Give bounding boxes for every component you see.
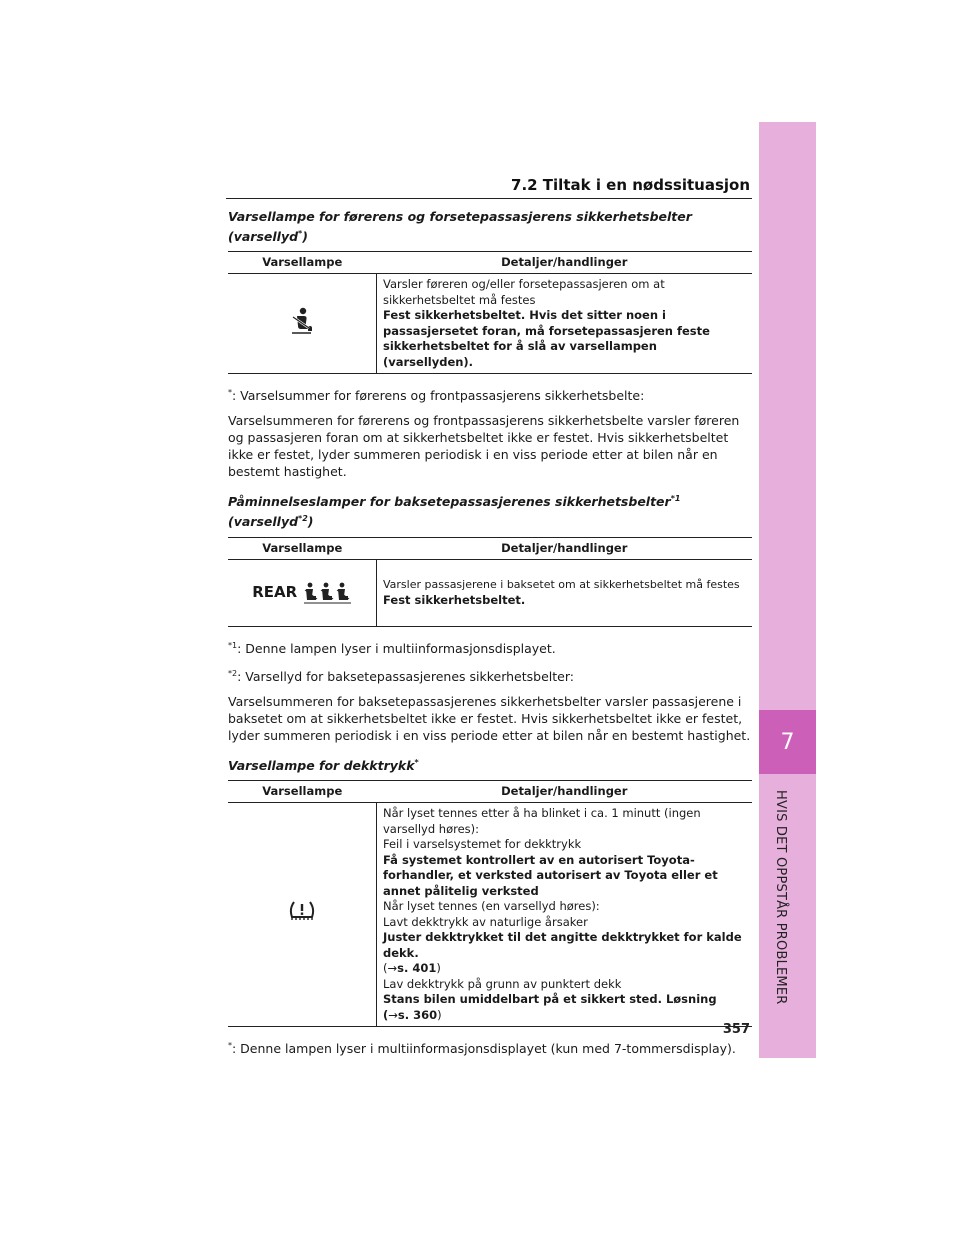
detail-text: Når lyset tennes (en varsellyd høres): xyxy=(383,899,600,914)
section-title-seatbelt-rear: Påminnelseslamper for baksetepassasjerenes sikkerhetsbelter$^{*1}$ (varsellyd$^{*2}$) xyxy=(228,494,681,530)
col-header-details: Detaljer/handlinger xyxy=(377,537,753,559)
detail-action-text: Fest sikkerhetsbeltet. Hvis det sitter noen i passasjersetet foran, må forsetepassasjeren feste sikkerhetsbeltet for å slå av varsellampen (varsellyden). xyxy=(383,308,710,369)
detail-text: Lavt dekktrykk av naturlige årsaker xyxy=(383,914,588,929)
detail-text: Feil i varselsystemet for dekktrykk xyxy=(383,837,582,852)
table-row xyxy=(228,274,752,374)
page-number: 357 xyxy=(722,1022,750,1037)
footnote-rear-2: $^{*2}$: Varsellyd for baksetepassasjerenes sikkerhetsbelter: xyxy=(228,668,574,684)
tire-pressure-warning-icon xyxy=(288,899,316,925)
col-header-lamp: Varsellampe xyxy=(228,252,377,274)
page-reference-401[interactable]: (→s. 401) xyxy=(383,961,441,976)
lamp-cell xyxy=(228,559,377,626)
detail-action-text: Juster dekktrykket til det angitte dekktrykket for kalde dekk. xyxy=(383,930,742,960)
detail-text: Varsler føreren og/eller forsetepassasjeren om at sikkerhetsbeltet må festes xyxy=(383,277,665,307)
detail-text: Lav dekktrykk på grunn av punktert dekk xyxy=(383,976,622,991)
col-header-details: Detaljer/handlinger xyxy=(377,781,753,803)
table-seatbelt-front xyxy=(228,251,752,374)
detail-action-text: Stans bilen umiddelbart på et sikkert sted. Løsning (→s. 360) xyxy=(383,992,717,1022)
section-title-seatbelt-front: Varsellampe for førerens og forsetepassasjerens sikkerhetsbelter (varsellyd*) xyxy=(228,209,692,245)
col-header-lamp: Varsellampe xyxy=(228,537,377,559)
lamp-cell xyxy=(228,803,377,1027)
table-header-row xyxy=(228,537,752,559)
details-cell xyxy=(377,559,753,626)
detail-action-text: Få systemet kontrollert av en autorisert Toyota-forhandler, et verksted autorisert av Toyota eller et annet pålitelig verksted xyxy=(383,852,718,898)
footnote-rear-1: $^{*1}$: Denne lampen lyser i multiinformasjonsdisplayet. xyxy=(228,640,556,656)
chapter-title-vertical xyxy=(770,790,790,1005)
page-reference-360[interactable]: s. 360 xyxy=(397,1007,438,1022)
table-seatbelt-rear xyxy=(228,537,752,627)
table-tire-pressure xyxy=(228,780,752,1027)
header-divider xyxy=(226,198,752,199)
section-header: 7.2 Tiltak i en nødssituasjon xyxy=(511,176,750,194)
chapter-title-text: HVIS DET OPPSTÅR PROBLEMER xyxy=(773,790,788,1005)
lamp-cell xyxy=(228,274,377,374)
rear-seatbelt-warning-icon xyxy=(304,582,352,604)
detail-text: Varsler passasjerene i baksetet om at sikkerhetsbeltet må festes xyxy=(383,578,740,592)
detail-text: Når lyset tennes etter å ha blinket i ca. 1 minutt (ingen varsellyd høres): xyxy=(383,806,701,836)
col-header-details: Detaljer/handlinger xyxy=(377,252,753,274)
seatbelt-warning-icon xyxy=(289,307,315,335)
table-row xyxy=(228,559,752,626)
rear-label: REAR xyxy=(252,582,298,601)
chapter-number-badge: 7 xyxy=(759,710,816,774)
paragraph-seatbelt-rear: Varselsummeren for baksetepassasjerenes sikkerhetsbelter varsler passasjerene i baksetet om at sikkerhetsbeltet ikke er festet. Hvis sikkerhetsbeltet ikke er festet, lyder summeren periodisk i en viss periode etter at bilen når en bestemt hastighet. xyxy=(228,693,751,743)
footnote-tire-pressure: *: Denne lampen lyser i multiinformasjonsdisplayet (kun med 7-tommersdisplay). xyxy=(228,1041,736,1057)
page-content xyxy=(228,208,752,1065)
detail-action-text: Fest sikkerhetsbeltet. xyxy=(383,592,526,607)
details-cell xyxy=(377,803,753,1027)
col-header-lamp: Varsellampe xyxy=(228,781,377,803)
table-row xyxy=(228,803,752,1027)
details-cell xyxy=(377,274,753,374)
section-title-tire-pressure: Varsellampe for dekktrykk* xyxy=(228,757,419,774)
footnote-seatbelt-front: *: Varselsummer for førerens og frontpassasjerens sikkerhetsbelte: xyxy=(228,388,645,404)
table-header-row xyxy=(228,781,752,803)
paragraph-seatbelt-front: Varselsummeren for førerens og frontpassasjerens sikkerhetsbelte varsler føreren og passasjeren foran om at sikkerhetsbeltet ikke er festet. Hvis sikkerhetsbeltet ikke er festet, lyder summeren periodisk i en viss periode etter at bilen når en bestemt hastighet. xyxy=(228,413,740,480)
table-header-row xyxy=(228,252,752,274)
